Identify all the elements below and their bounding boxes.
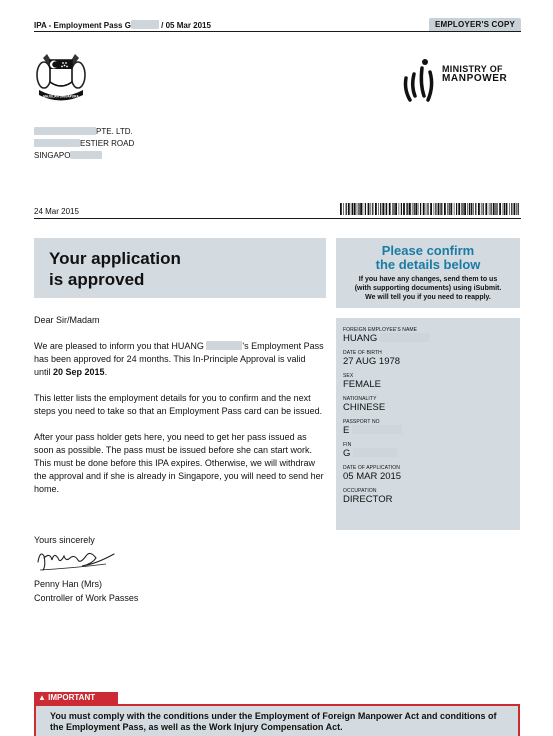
barcode-bar	[456, 203, 457, 215]
address-city: SINGAPO	[34, 151, 71, 160]
barcode-bar	[389, 203, 391, 215]
paragraph-approval: We are pleased to inform you that HUANG 's Employment Pass has been approved for 24 months. This In-Principle Approval is valid until 20 Sep 2015.	[34, 341, 324, 377]
employee-details-panel	[336, 318, 520, 530]
barcode-bar	[375, 203, 377, 215]
barcode-bar	[346, 203, 347, 215]
barcode-bar	[343, 203, 344, 215]
detail-sex: SEX FEMALE	[343, 373, 382, 390]
important-tab: ▲ IMPORTANT	[34, 692, 118, 704]
barcode-bar	[504, 203, 505, 215]
document-reference: IPA - Employment Pass G / 05 Mar 2015	[34, 21, 211, 30]
signatory	[34, 577, 138, 605]
barcode-bar	[352, 203, 353, 215]
copy-label: EMPLOYER'S COPY	[429, 18, 521, 31]
barcode-bar	[372, 203, 373, 215]
barcode-bar	[406, 203, 407, 215]
barcode-bar	[514, 203, 516, 215]
barcode-bar	[495, 203, 496, 215]
confirm-details-box	[336, 238, 520, 308]
barcode-bar	[412, 203, 413, 215]
approval-banner	[34, 238, 326, 298]
letter-date: 24 Mar 2015	[34, 207, 79, 216]
section-divider	[34, 218, 521, 219]
barcode-bar	[409, 203, 411, 215]
barcode-bar	[393, 203, 394, 215]
barcode-bar	[493, 203, 495, 215]
barcode-bar	[462, 203, 463, 215]
barcode-bar	[469, 203, 470, 215]
confirm-title: Please confirm the details below	[375, 243, 481, 272]
barcode-bar	[444, 203, 446, 215]
barcode-bar	[385, 203, 386, 215]
barcode-bar	[420, 203, 421, 215]
barcode-bar	[491, 203, 492, 215]
barcode-bar	[401, 203, 402, 215]
barcode-bar	[358, 203, 359, 215]
barcode-bar	[485, 203, 487, 215]
barcode-bar	[516, 203, 517, 215]
signatory-title: Controller of Work Passes	[34, 593, 139, 603]
barcode-bar	[518, 203, 519, 215]
barcode-bar	[407, 203, 408, 215]
detail-passport-no: PASSPORT NO E	[343, 419, 520, 437]
letter-body	[34, 314, 324, 509]
barcode-bar	[503, 203, 504, 215]
barcode-bar	[371, 203, 372, 215]
barcode-bar	[441, 203, 442, 215]
barcode-bar	[354, 203, 356, 215]
warning-icon: ▲	[38, 693, 46, 702]
important-notice: You must comply with the conditions under the Employment of Foreign Manpower Act and conditions of the Employment Pass, as well as the Work Injury Compensation Act.	[34, 704, 520, 736]
detail-date-of-birth: DATE OF BIRTH 27 AUG 1978	[343, 350, 401, 367]
header-divider	[34, 31, 521, 32]
barcode-bar	[386, 203, 387, 215]
signatory-name: Penny Han (Mrs)	[34, 579, 103, 589]
closing-text: Yours sincerely	[34, 535, 95, 545]
barcode-bar	[464, 203, 466, 215]
signature	[34, 542, 120, 576]
barcode-bar	[340, 203, 342, 215]
detail-name: FOREIGN EMPLOYEE'S NAME HUANG	[343, 327, 520, 345]
barcode-bar	[447, 203, 448, 215]
barcode-bar	[438, 203, 440, 215]
barcode-bar	[496, 203, 497, 215]
barcode-bar	[365, 203, 366, 215]
barcode-bar	[481, 203, 482, 215]
confirm-instructions: If you have any changes, send them to us (with supporting documents) using iSubmit. We will tell you if you need to reapply.	[354, 276, 502, 301]
barcode-bar	[499, 203, 501, 215]
barcode-bar	[426, 203, 427, 215]
salutation: Dear Sir/Madam	[34, 315, 100, 325]
barcode-bar	[382, 203, 384, 215]
ministry-name: MINISTRY OF MANPOWER	[442, 64, 508, 84]
barcode-bar	[475, 203, 476, 215]
barcode-bar	[509, 203, 510, 215]
detail-nationality: NATIONALITY CHINESE	[343, 396, 386, 413]
employer-address	[34, 126, 134, 162]
detail-occupation: OCCUPATION DIRECTOR	[343, 488, 393, 505]
barcode-bar	[483, 203, 484, 215]
svg-text:MAJULAH SINGAPURA: MAJULAH SINGAPURA	[43, 94, 79, 99]
barcode-bar	[473, 203, 474, 215]
paragraph-details: This letter lists the employment details for you to confirm and the next steps you need to take so that an Employment Pass card can be issued.	[34, 393, 323, 416]
barcode-bar	[423, 203, 425, 215]
barcode-bar	[363, 203, 364, 215]
detail-date-of-application: DATE OF APPLICATION 05 MAR 2015	[343, 465, 402, 482]
barcode-bar	[392, 203, 393, 215]
address-company: PTE. LTD.	[96, 127, 133, 136]
barcode-bar	[511, 203, 512, 215]
barcode-bar	[348, 203, 350, 215]
barcode-bar	[430, 203, 432, 215]
barcode-bar	[454, 203, 455, 215]
barcode-bar	[403, 203, 405, 215]
barcode-bar	[449, 203, 450, 215]
barcode-bar	[471, 203, 473, 215]
barcode-bar	[435, 203, 436, 215]
barcode-bar	[489, 203, 490, 215]
barcode-bar	[506, 203, 508, 215]
address-street: ESTIER ROAD	[80, 139, 135, 148]
barcode-bar	[450, 203, 452, 215]
barcode-bar	[395, 203, 397, 215]
validity-date: 20 Sep 2015	[53, 367, 105, 377]
barcode-bar	[418, 203, 419, 215]
detail-fin: FIN G	[343, 442, 520, 460]
barcode-bar	[360, 203, 362, 215]
barcode-bar	[399, 203, 400, 215]
barcode-bar	[415, 203, 417, 215]
approval-heading: Your application is approved	[49, 249, 181, 289]
barcode	[340, 203, 520, 215]
barcode-bar	[368, 203, 370, 215]
barcode-bar	[478, 203, 480, 215]
barcode-bar	[467, 203, 468, 215]
barcode-bar	[378, 203, 379, 215]
barcode-bar	[461, 203, 462, 215]
barcode-bar	[357, 203, 358, 215]
redaction-block	[131, 20, 159, 29]
barcode-bar	[458, 203, 460, 215]
singapore-crest-logo	[33, 48, 89, 104]
barcode-bar	[427, 203, 428, 215]
paragraph-next-steps: After your pass holder gets here, you need to get her pass issued as soon as possible. The pass must be issued before she can start work. This must be done before this IPA expires. Otherwise, we will withdraw the approval and if she is already in Singapore, you will need to send her home.	[34, 432, 324, 494]
barcode-bar	[351, 203, 352, 215]
barcode-bar	[414, 203, 415, 215]
barcode-bar	[434, 203, 435, 215]
barcode-bar	[440, 203, 441, 215]
barcode-bar	[380, 203, 381, 215]
